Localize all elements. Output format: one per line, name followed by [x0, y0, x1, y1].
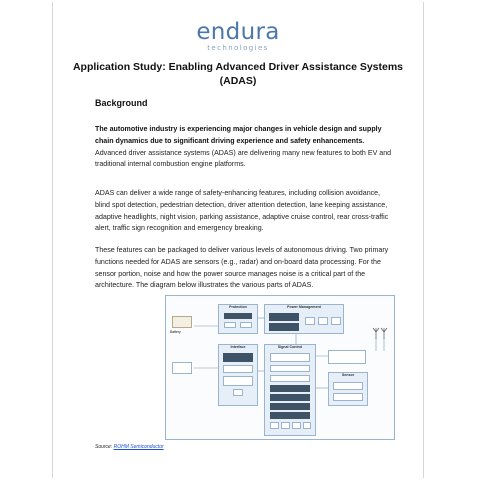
radar-transceiver-box — [328, 350, 366, 364]
paragraph-3: These features can be packaged to deliver various levels of autonomous driving. Two primary functions needed for ADAS are sensors (e.g., radar) and on-board data processing. For the sensor portion, noise and how the power source manages noise is a critical part of the architecture. The diagram below illustrates the various parts of ADAS. — [95, 246, 389, 290]
antenna-icon — [368, 326, 388, 340]
sensor-box-2 — [333, 393, 363, 401]
source-prefix: Source: — [95, 444, 114, 450]
battery-icon — [172, 316, 192, 328]
interface-sub — [233, 389, 243, 396]
linear-regulator-chip — [269, 313, 299, 321]
reset-chip — [270, 412, 310, 419]
paragraph-2: ADAS can deliver a wide range of safety-enhancing features, including collision avoidance, blind spot detection, pedestrian detection, driver attention detection, lane keeping assistance, adaptive headlights, night vision, parking assistance, adaptive cruise control, rear cross-traffic alert, traffic sign recognition and emergency breaking. — [95, 189, 389, 233]
memory-chip — [270, 403, 310, 410]
op-amp-chip — [270, 385, 310, 392]
power-management-label: Power Management — [287, 305, 321, 309]
protection-sub-2 — [240, 322, 252, 328]
sc-sub-4 — [303, 422, 311, 429]
signal-control-block — [264, 344, 316, 436]
pm-sub-1 — [305, 317, 315, 325]
asic-box — [270, 375, 310, 382]
application-processor-box — [270, 353, 310, 362]
temperature-box — [333, 382, 363, 390]
sc-sub-3 — [292, 422, 301, 429]
logo-brand: endura — [196, 19, 280, 45]
paragraph-1-rest: Advanced driver assistance systems (ADAS) are delivering many new features to both EV and traditional internal combustion engine platforms. — [95, 148, 392, 169]
sc-sub-1 — [270, 422, 279, 429]
source-citation — [95, 444, 164, 450]
sc-sub-2 — [281, 422, 290, 429]
section-heading: Background — [95, 98, 148, 108]
document-title: Application Study: Enabling Advanced Driver Assistance Systems (ADAS) — [72, 61, 404, 87]
logo-tagline: technologies — [207, 44, 269, 52]
paragraph-1-bold: The automotive industry is experiencing major changes in vehicle design and supply chain dynamics due to significant driving experience and safety enhancements. — [95, 125, 382, 145]
protection-label: Protection — [229, 305, 247, 309]
company-logo — [53, 20, 423, 52]
regulator-chip-2 — [269, 323, 299, 331]
pm-sub-2 — [318, 317, 328, 325]
flexray-box — [223, 376, 253, 386]
interface-block — [218, 344, 258, 406]
can-transceiver-chip — [223, 353, 253, 362]
protection-block — [218, 304, 258, 334]
signal-control-label: Signal Control — [277, 345, 303, 349]
sensor-block — [328, 372, 368, 406]
document-page — [52, 2, 424, 478]
ethernet-box — [223, 365, 253, 373]
interface-label: Interface — [230, 345, 246, 349]
mcu-box — [270, 365, 310, 372]
power-management-block — [264, 304, 344, 334]
clock-chip — [270, 394, 310, 401]
battery-label: Battery — [170, 330, 181, 334]
pm-sub-3 — [331, 317, 341, 325]
paragraph-1 — [95, 124, 395, 171]
protection-chip — [224, 313, 252, 319]
adas-diagram — [165, 295, 395, 440]
protection-sub-1 — [224, 322, 236, 328]
source-link[interactable]: ROHM Semiconductor — [113, 444, 164, 450]
sensor-label: Sensor — [341, 373, 355, 377]
external-box — [172, 362, 192, 374]
